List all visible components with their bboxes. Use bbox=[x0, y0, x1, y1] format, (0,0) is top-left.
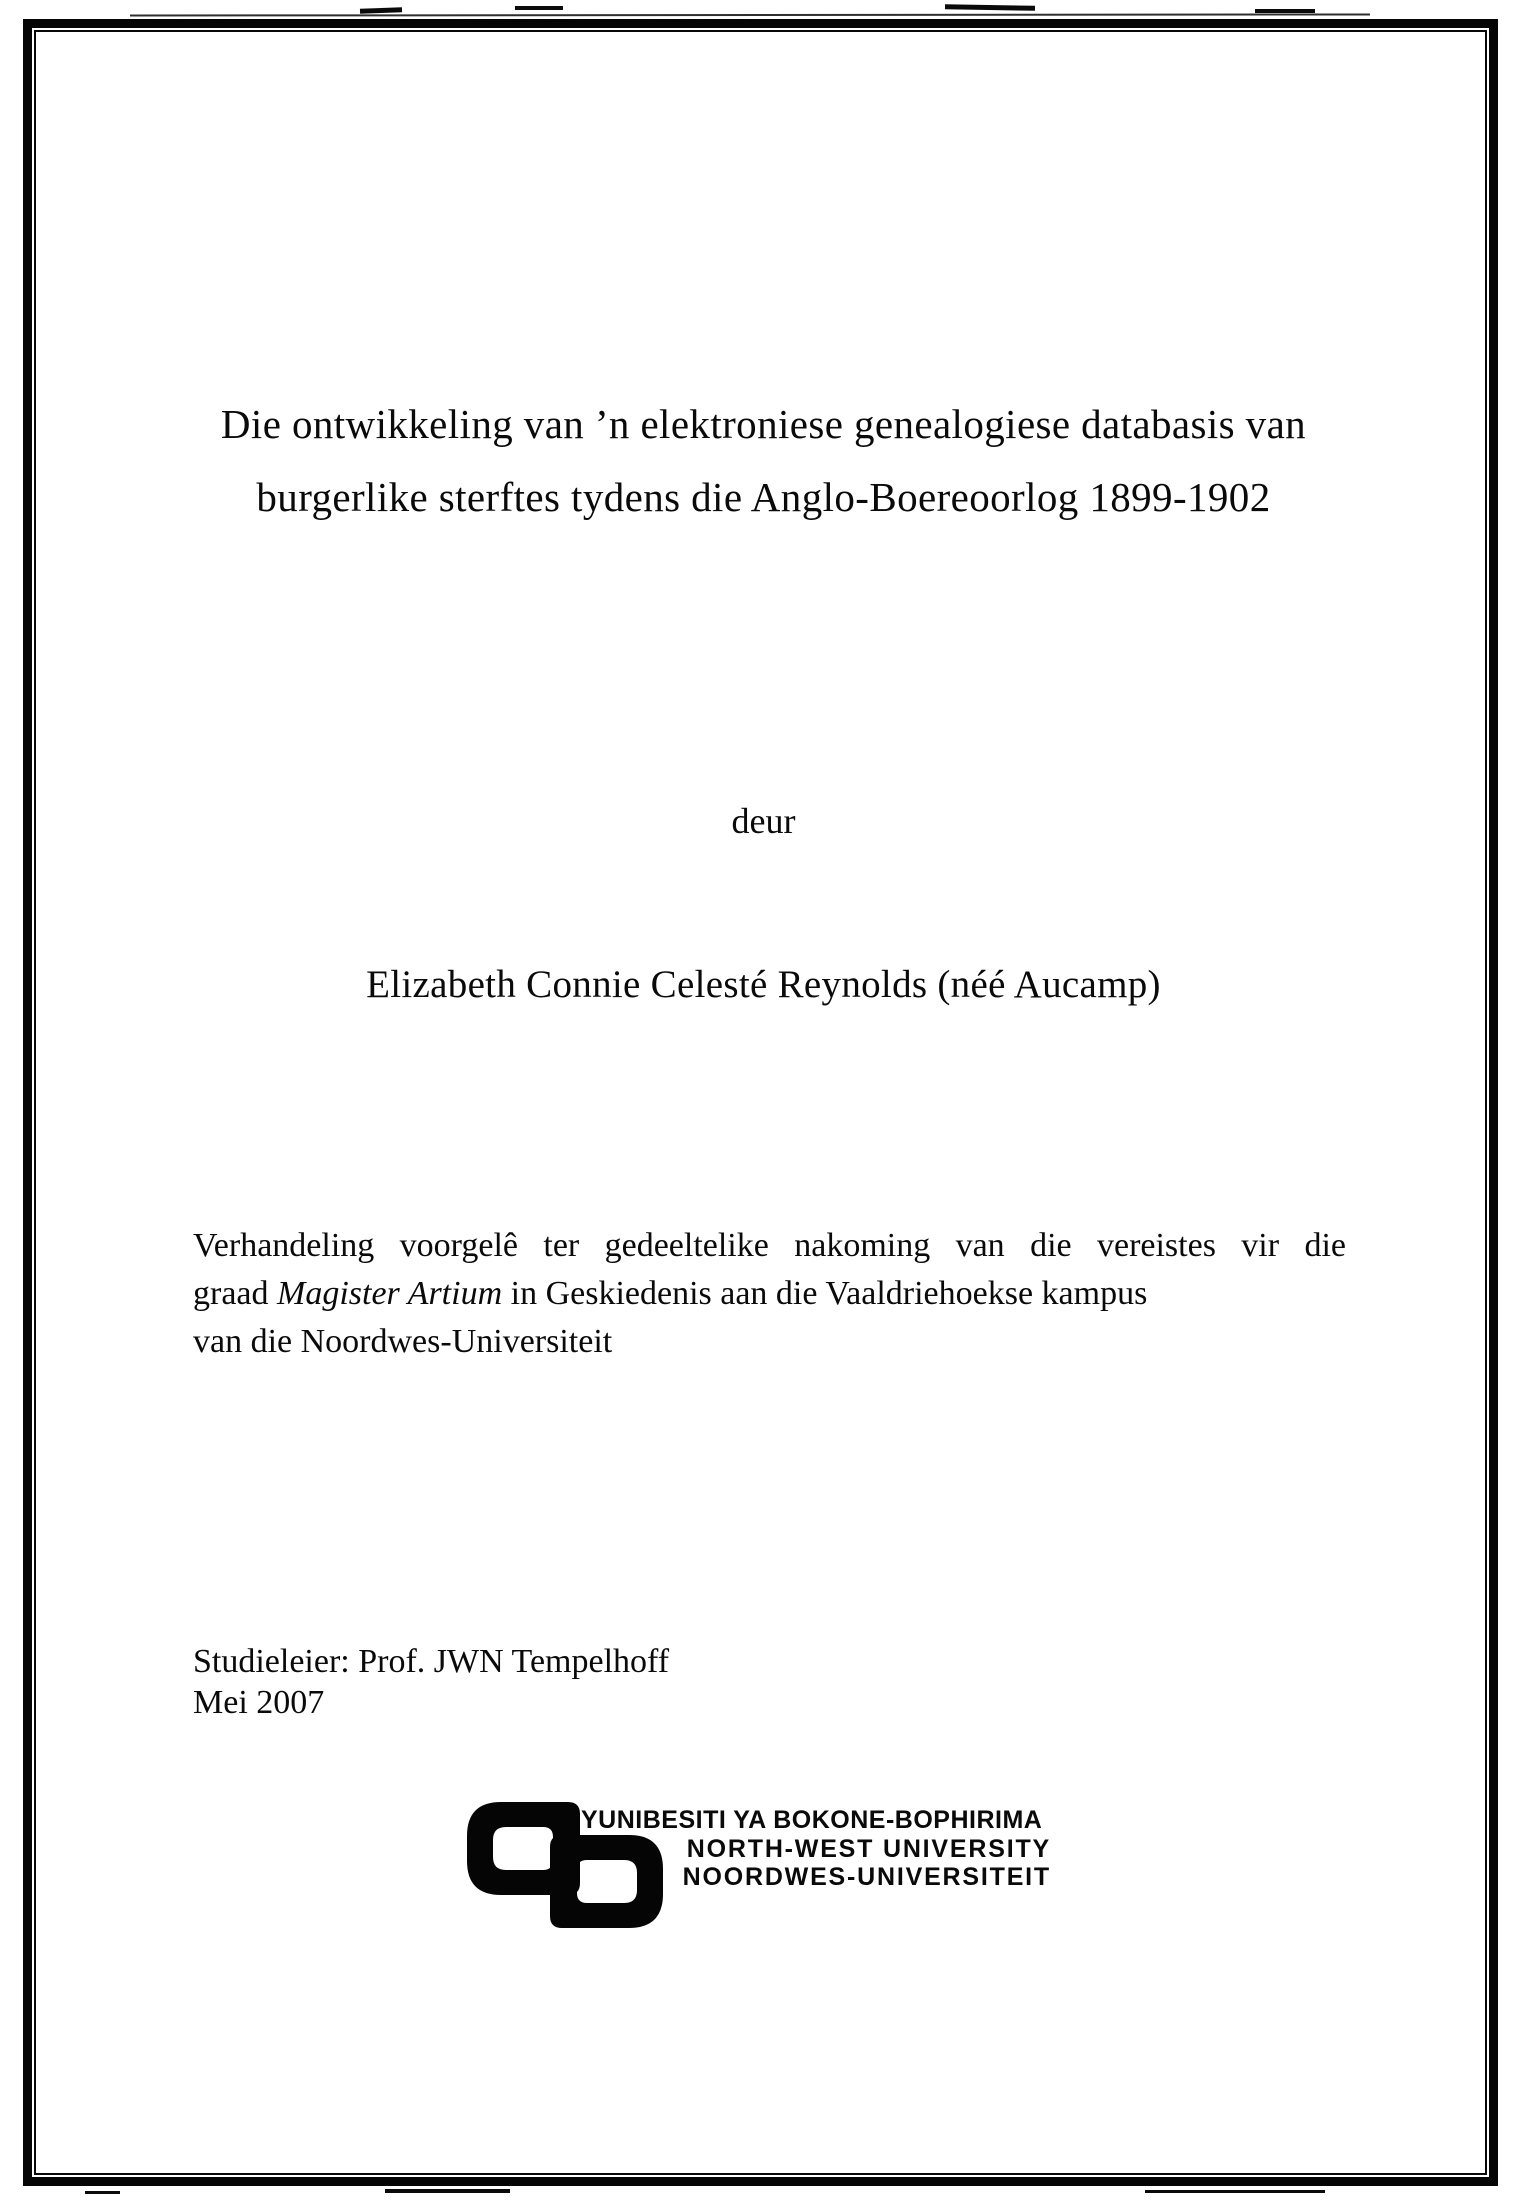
statement-line1: Verhandeling voorgelê ter gedeeltelike nakoming van die vereistes vir die bbox=[193, 1227, 1346, 1264]
thesis-title-line2: burgerlike sterftes tydens die Anglo-Boereoorlog 1899-1902 bbox=[256, 474, 1271, 520]
thesis-title-line1: Die ontwikkeling van ’n elektroniese genealogiese databasis van bbox=[220, 401, 1307, 447]
statement-line2-post: in Geskiedenis aan die Vaaldriehoekse kampus bbox=[502, 1275, 1148, 1312]
date-line: Mei 2007 bbox=[193, 1684, 325, 1721]
statement-line2-degree: Magister Artium bbox=[277, 1275, 503, 1312]
thesis-statement bbox=[193, 1222, 1346, 1366]
statement-line2-pre: graad bbox=[193, 1275, 278, 1312]
nwu-logo-text bbox=[581, 1806, 1051, 1892]
thesis-title bbox=[70, 388, 1457, 534]
author-name: Elizabeth Connie Celesté Reynolds (néé Aucamp) bbox=[366, 963, 1161, 1006]
supervisor-block bbox=[193, 1641, 669, 1723]
statement-line3: van die Noordwes-Universiteit bbox=[193, 1323, 613, 1360]
nwu-logo-line2: NORTH-WEST UNIVERSITY bbox=[686, 1834, 1051, 1863]
statement-line2 bbox=[193, 1270, 1346, 1318]
byline: deur bbox=[731, 801, 796, 841]
supervisor-line: Studieleier: Prof. JWN Tempelhoff bbox=[193, 1643, 670, 1680]
nwu-logo-line1: YUNIBESITI YA BOKONE-BOPHIRIMA bbox=[581, 1806, 1043, 1834]
nwu-logo-line3: NOORDWES-UNIVERSITEIT bbox=[682, 1863, 1051, 1891]
nwu-logo bbox=[467, 1800, 1087, 1930]
